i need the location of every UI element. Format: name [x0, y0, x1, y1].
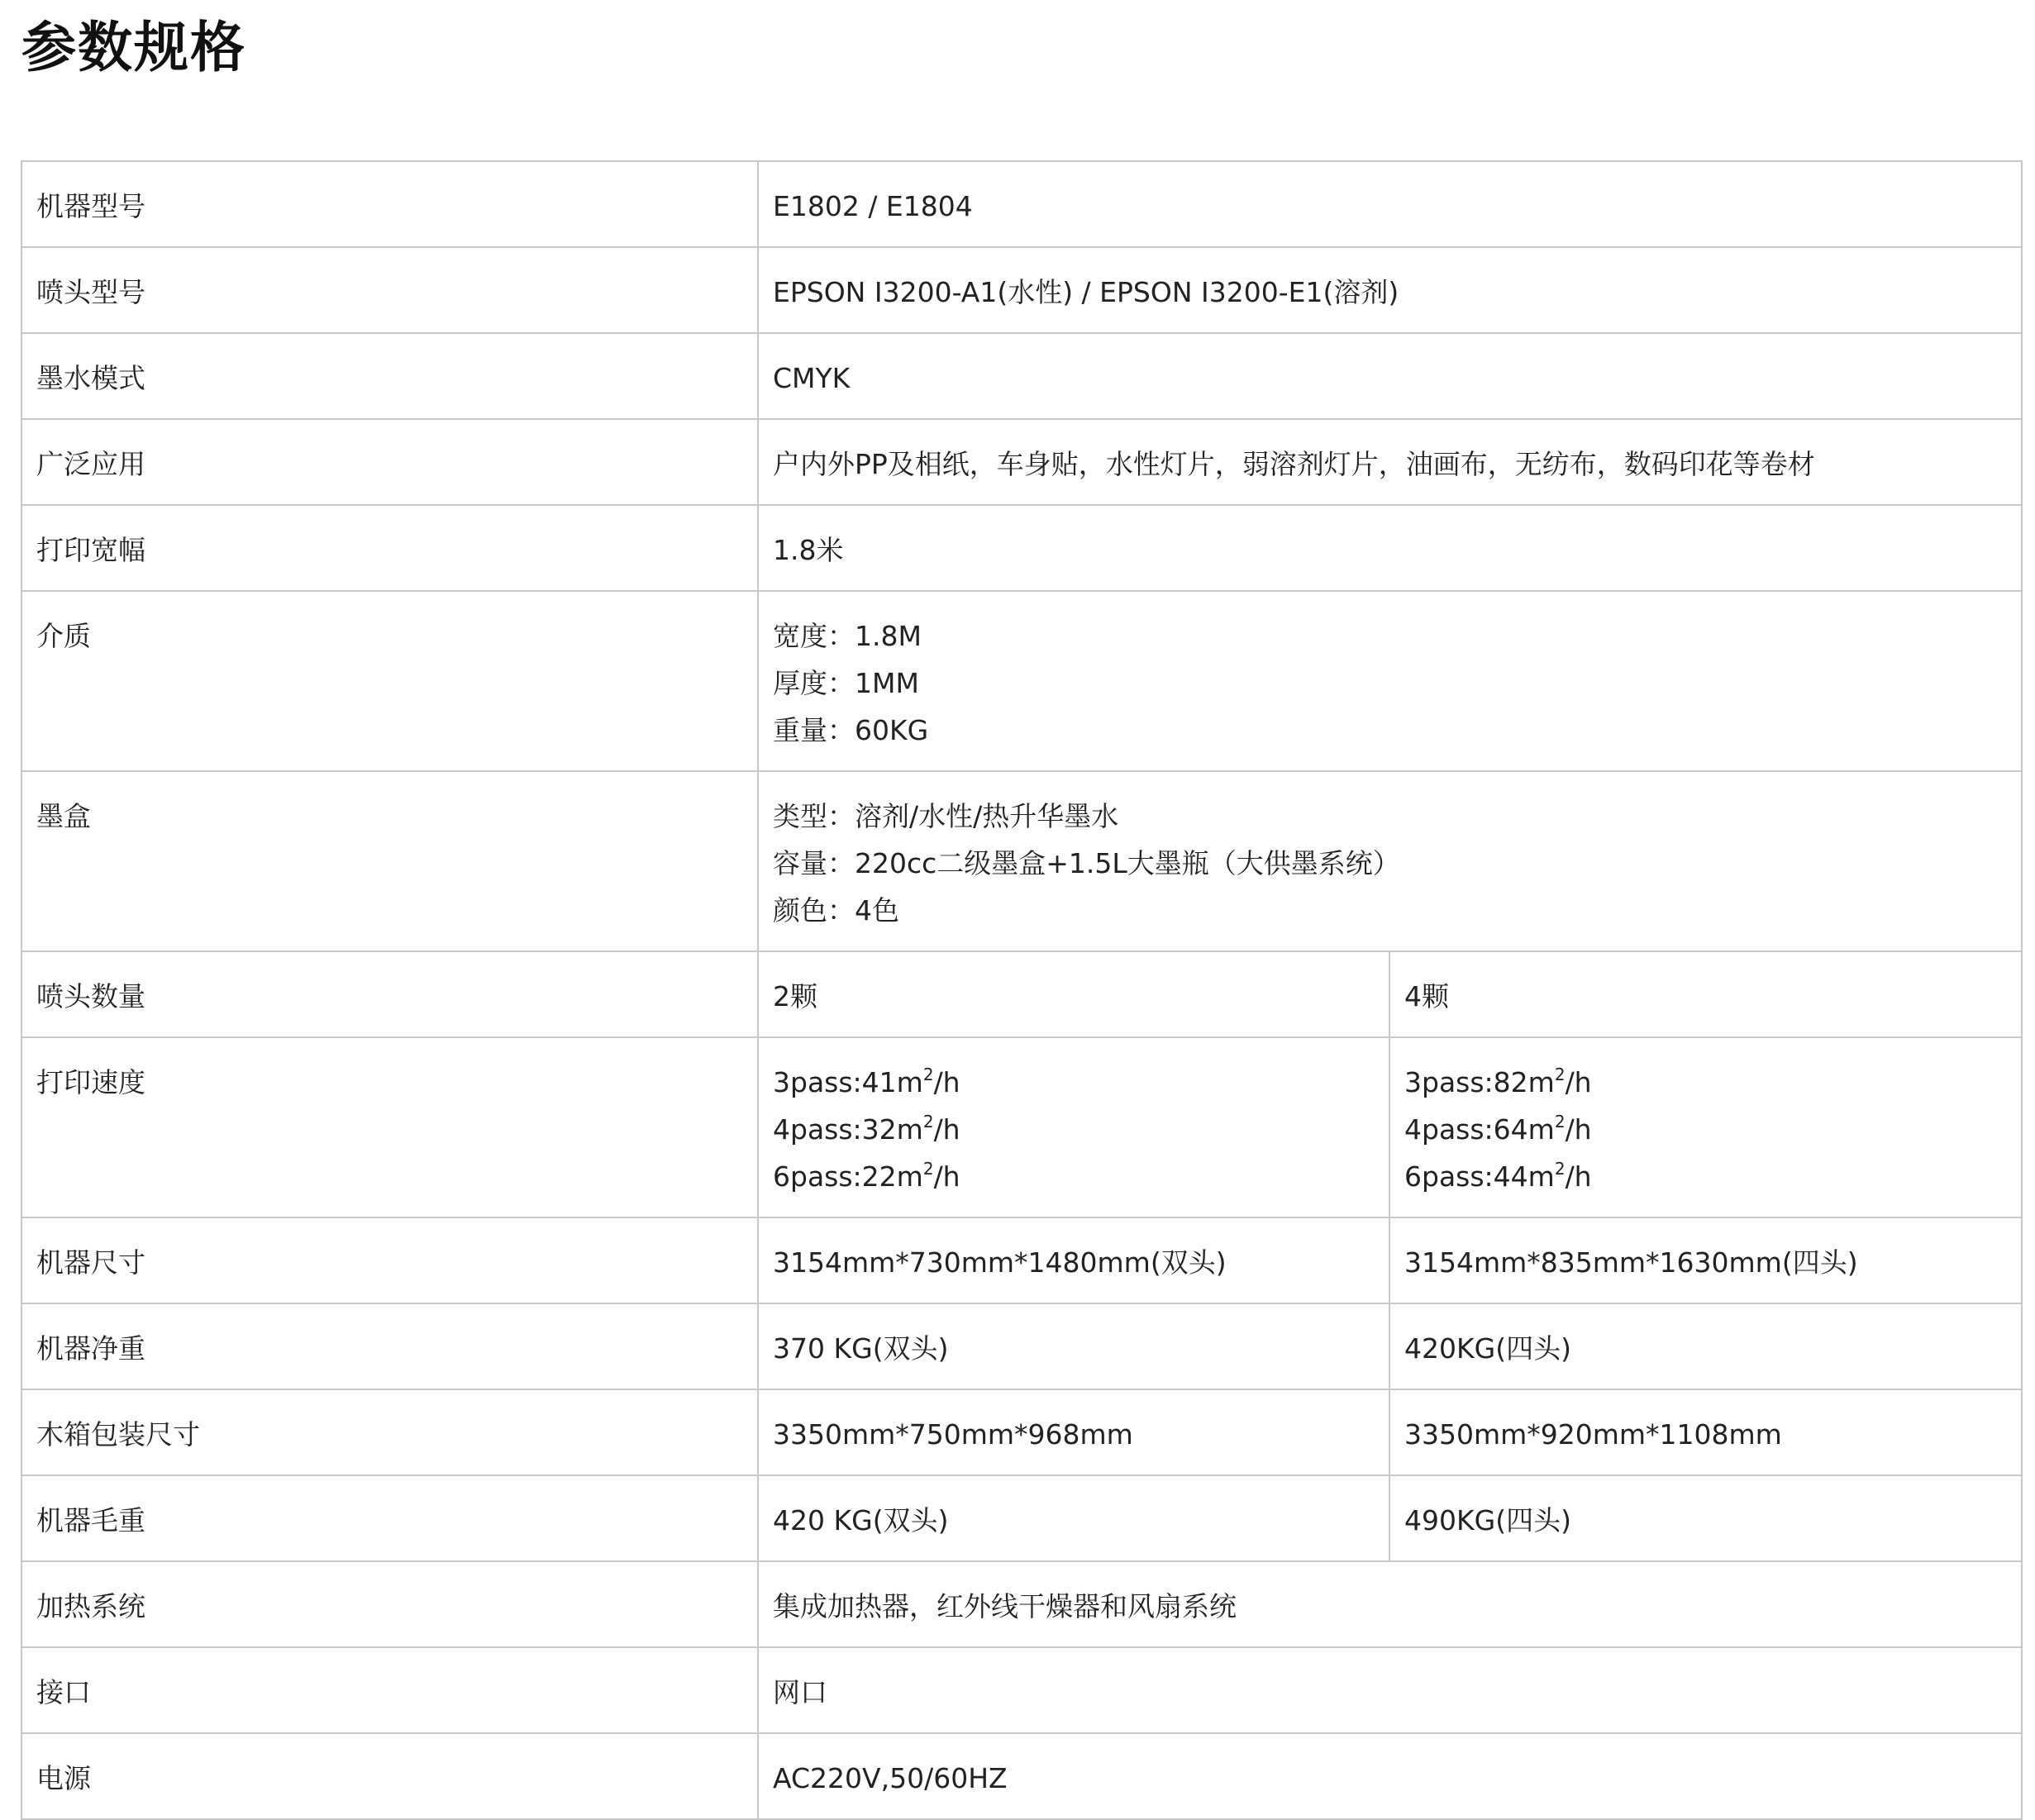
- cartridge-capacity: 容量：220cc二级墨盒+1.5L大墨瓶（大供墨系统）: [773, 847, 1400, 879]
- table-row: [21, 1561, 2022, 1647]
- table-row: [21, 1389, 2022, 1475]
- row-value-head-count-quad: 4颗: [1389, 951, 2022, 1037]
- row-label-cartridge: 墨盒: [21, 771, 758, 951]
- row-value-head-count-dual: 2颗: [758, 951, 1389, 1037]
- row-value-print-speed-quad: [1389, 1037, 2022, 1217]
- spec-table: [21, 160, 2023, 1820]
- table-row: [21, 333, 2022, 419]
- row-value-machine-size-dual: 3154mm*730mm*1480mm(双头): [758, 1217, 1389, 1303]
- speed-line: $6pass:44m^2/h$: [1404, 1159, 1592, 1193]
- speed-line: $3pass:82m^2/h$: [1404, 1065, 1592, 1098]
- cartridge-type: 类型：溶剂/水性/热升华墨水: [773, 800, 1119, 832]
- row-value-power: AC220V,50/60HZ: [758, 1733, 2022, 1819]
- row-label-model: 机器型号: [21, 161, 758, 247]
- table-row: [21, 951, 2022, 1037]
- row-value-model: E1802 / E1804: [758, 161, 2022, 247]
- row-value-interface: 网口: [758, 1647, 2022, 1733]
- table-row: [21, 1647, 2022, 1733]
- row-value-net-weight-dual: 370 KG(双头): [758, 1303, 1389, 1389]
- row-label-net-weight: 机器净重: [21, 1303, 758, 1389]
- row-label-gross-weight: 机器毛重: [21, 1475, 758, 1561]
- row-label-head-count: 喷头数量: [21, 951, 758, 1037]
- media-weight: 重量：60KG: [773, 714, 929, 746]
- row-value-cartridge: [758, 771, 2022, 951]
- row-label-print-speed: 打印速度: [21, 1037, 758, 1217]
- table-row: [21, 591, 2022, 771]
- row-value-printhead: EPSON I3200-A1(水性) / EPSON I3200-E1(溶剂): [758, 247, 2022, 333]
- row-label-interface: 接口: [21, 1647, 758, 1733]
- table-row: [21, 1037, 2022, 1217]
- row-label-heating: 加热系统: [21, 1561, 758, 1647]
- row-value-gross-weight-quad: 490KG(四头): [1389, 1475, 2022, 1561]
- cartridge-color: 颜色：4色: [773, 894, 899, 927]
- row-value-crate-size-quad: 3350mm*920mm*1108mm: [1389, 1389, 2022, 1475]
- row-value-media: [758, 591, 2022, 771]
- media-width: 宽度：1.8M: [773, 620, 922, 652]
- table-row: [21, 1733, 2022, 1819]
- row-label-power: 电源: [21, 1733, 758, 1819]
- row-value-crate-size-dual: 3350mm*750mm*968mm: [758, 1389, 1389, 1475]
- row-label-machine-size: 机器尺寸: [21, 1217, 758, 1303]
- row-value-net-weight-quad: 420KG(四头): [1389, 1303, 2022, 1389]
- row-value-gross-weight-dual: 420 KG(双头): [758, 1475, 1389, 1561]
- row-label-media: 介质: [21, 591, 758, 771]
- row-label-printhead: 喷头型号: [21, 247, 758, 333]
- row-value-ink-mode: CMYK: [758, 333, 2022, 419]
- table-row: [21, 505, 2022, 591]
- row-value-application: 户内外PP及相纸，车身贴，水性灯片，弱溶剂灯片，油画布，无纺布，数码印花等卷材: [758, 419, 2022, 505]
- speed-line: $3pass:41m^2/h$: [773, 1065, 960, 1098]
- media-thickness: 厚度：1MM: [773, 667, 919, 699]
- row-label-ink-mode: 墨水模式: [21, 333, 758, 419]
- speed-line: $4pass:32m^2/h$: [773, 1112, 960, 1146]
- row-value-print-speed-dual: [758, 1037, 1389, 1217]
- row-value-heating: 集成加热器，红外线干燥器和风扇系统: [758, 1561, 2022, 1647]
- row-label-application: 广泛应用: [21, 419, 758, 505]
- row-label-print-width: 打印宽幅: [21, 505, 758, 591]
- row-label-crate-size: 木箱包装尺寸: [21, 1389, 758, 1475]
- row-value-machine-size-quad: 3154mm*835mm*1630mm(四头): [1389, 1217, 2022, 1303]
- table-row: [21, 161, 2022, 247]
- table-row: [21, 247, 2022, 333]
- row-value-print-width: 1.8米: [758, 505, 2022, 591]
- page-title: 参数规格: [21, 16, 246, 79]
- table-row: [21, 419, 2022, 505]
- table-row: [21, 1217, 2022, 1303]
- table-row: [21, 1475, 2022, 1561]
- table-row: [21, 771, 2022, 951]
- speed-line: $6pass:22m^2/h$: [773, 1159, 960, 1193]
- table-row: [21, 1303, 2022, 1389]
- speed-line: $4pass:64m^2/h$: [1404, 1112, 1592, 1146]
